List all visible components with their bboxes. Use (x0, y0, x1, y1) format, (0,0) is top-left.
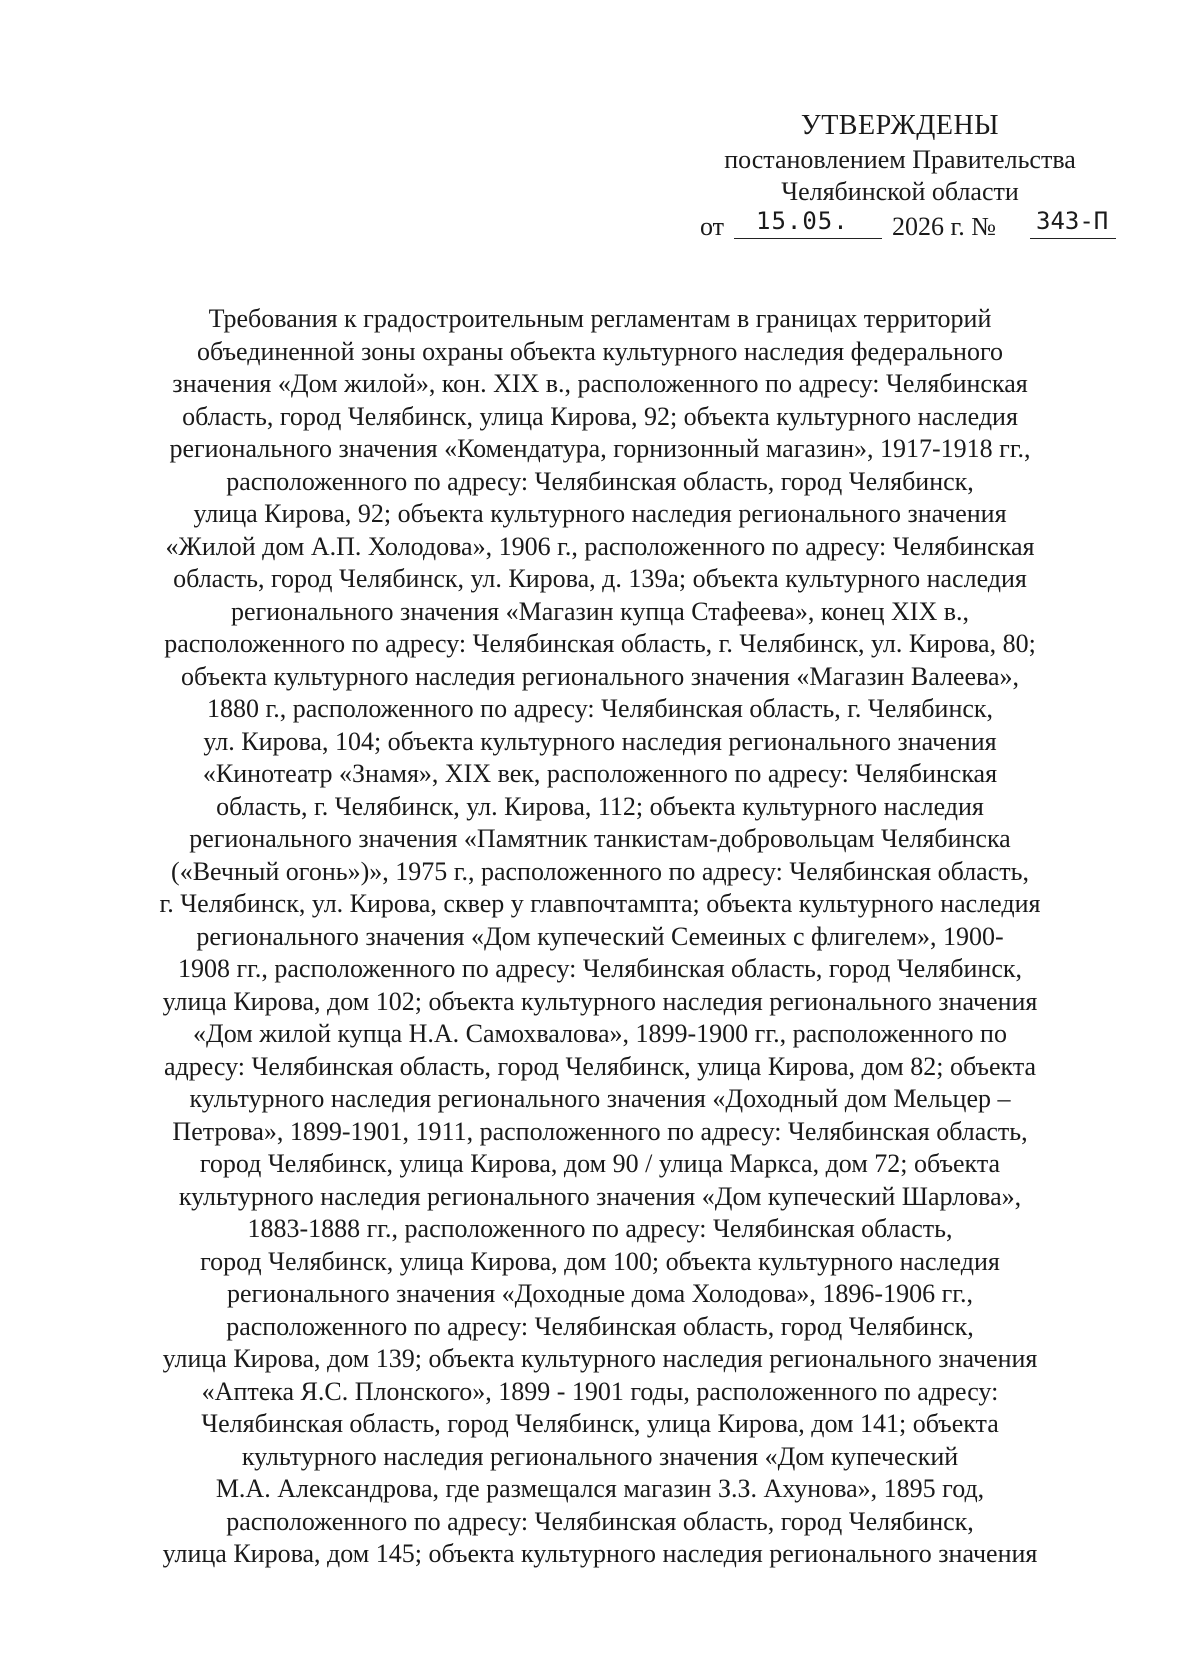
text-line: область, город Челябинск, улица Кирова, 92; объекта культурного наследия (182, 401, 1018, 431)
text-line: улица Кирова, дом 102; объекта культурного наследия регионального значения (162, 986, 1038, 1016)
text-line: область, г. Челябинск, ул. Кирова, 112; объекта культурного наследия (216, 791, 984, 821)
text-line: «Жилой дом А.П. Холодова», 1906 г., расположенного по адресу: Челябинская (165, 531, 1035, 561)
text-line: улица Кирова, дом 145; объекта культурного наследия регионального значения (162, 1539, 1038, 1568)
text-line: 1880 г., расположенного по адресу: Челябинская область, г. Челябинск, (206, 694, 994, 723)
resolution-number: 343-П (1036, 207, 1109, 235)
text-line: значения «Дом жилой», кон. XIX в., расположенного по адресу: Челябинская (172, 369, 1028, 398)
text-line: «Кинотеатр «Знамя», XIX век, расположенного по адресу: Челябинская (202, 759, 998, 788)
text-line: объекта культурного наследия регионального значения «Магазин Валеева», (180, 661, 1019, 691)
approval-heading: УТВЕРЖДЕНЫ (800, 110, 1000, 141)
text-line: улица Кирова, 92; объекта культурного наследия регионального значения (193, 499, 1007, 528)
text-line: 1883-1888 гг., расположенного по адресу: Челябинская область, (247, 1214, 953, 1243)
text-line: регионального значения «Памятник танкистам-добровольцам Челябинска (189, 824, 1011, 853)
text-line: М.А. Александрова, где размещался магазин З.З. Ахунова», 1895 год, (215, 1474, 985, 1503)
text-line: расположенного по адресу: Челябинская область, город Челябинск, (226, 1506, 974, 1536)
approval-line-region: Челябинской области (781, 177, 1019, 206)
text-line: г. Челябинск, ул. Кирова, сквер у главпочтампта; объекта культурного наследия (159, 889, 1041, 918)
text-line: ул. Кирова, 104; объекта культурного наследия регионального значения (203, 726, 997, 756)
text-line: улица Кирова, дом 139; объекта культурного наследия регионального значения (162, 1344, 1038, 1373)
text-line: Требования к градостроительным регламентам в границах территорий (208, 304, 992, 333)
text-line: Петрова», 1899-1901, 1911, расположенного по адресу: Челябинская область, (172, 1116, 1028, 1146)
text-line: регионального значения «Магазин купца Стафеева», конец XIX в., (230, 596, 970, 626)
date-prefix: от (700, 212, 725, 241)
text-line: расположенного по адресу: Челябинская область, город Челябинск, (226, 466, 974, 496)
text-line: культурного наследия регионального значения «Дом купеческий Шарлова», (178, 1181, 1022, 1211)
text-line: город Челябинск, улица Кирова, дом 90 / улица Маркса, дом 72; объекта (199, 1149, 1001, 1178)
approval-line-government: постановлением Правительства (724, 145, 1076, 174)
resolution-date: 15.05. (756, 207, 849, 235)
text-line: регионального значения «Комендатура, горнизонный магазин», 1917-1918 гг., (169, 434, 1031, 463)
resolution-date-line (700, 207, 1120, 244)
text-line: регионального значения «Дом купеческий Семеиных с флигелем», 1900- (196, 921, 1004, 951)
text-line: адресу: Челябинская область, город Челябинск, улица Кирова, дом 82; объекта (163, 1051, 1037, 1081)
text-line: «Аптека Я.С. Плонского», 1899 - 1901 годы, расположенного по адресу: (201, 1376, 999, 1406)
text-line: «Дом жилой купца Н.А. Самохвалова», 1899-1900 гг., расположенного по (193, 1019, 1007, 1048)
approval-stamp (690, 110, 1110, 208)
text-line: расположенного по адресу: Челябинская область, город Челябинск, (226, 1311, 974, 1341)
requirements-text (140, 303, 1060, 1571)
text-line: 1908 гг., расположенного по адресу: Челябинская область, город Челябинск, (178, 954, 1022, 983)
text-line: Челябинская область, город Челябинск, улица Кирова, дом 141; объекта (201, 1409, 999, 1438)
text-line: культурного наследия регионального значения «Доходный дом Мельцер – (189, 1084, 1011, 1113)
text-line: город Челябинск, улица Кирова, дом 100; объекта культурного наследия (200, 1246, 1000, 1276)
year-number-label: 2026 г. № (892, 212, 997, 241)
text-line: («Вечный огонь»)», 1975 г., расположенного по адресу: Челябинская область, (171, 856, 1029, 886)
text-line: расположенного по адресу: Челябинская область, г. Челябинск, ул. Кирова, 80; (164, 629, 1036, 658)
text-line: регионального значения «Доходные дома Холодова», 1896-1906 гг., (227, 1279, 973, 1308)
text-line: объединенной зоны охраны объекта культурного наследия федерального (197, 336, 1003, 366)
text-line: область, город Челябинск, ул. Кирова, д. 139а; объекта культурного наследия (173, 564, 1027, 593)
text-line: культурного наследия регионального значения «Дом купеческий (241, 1441, 959, 1471)
